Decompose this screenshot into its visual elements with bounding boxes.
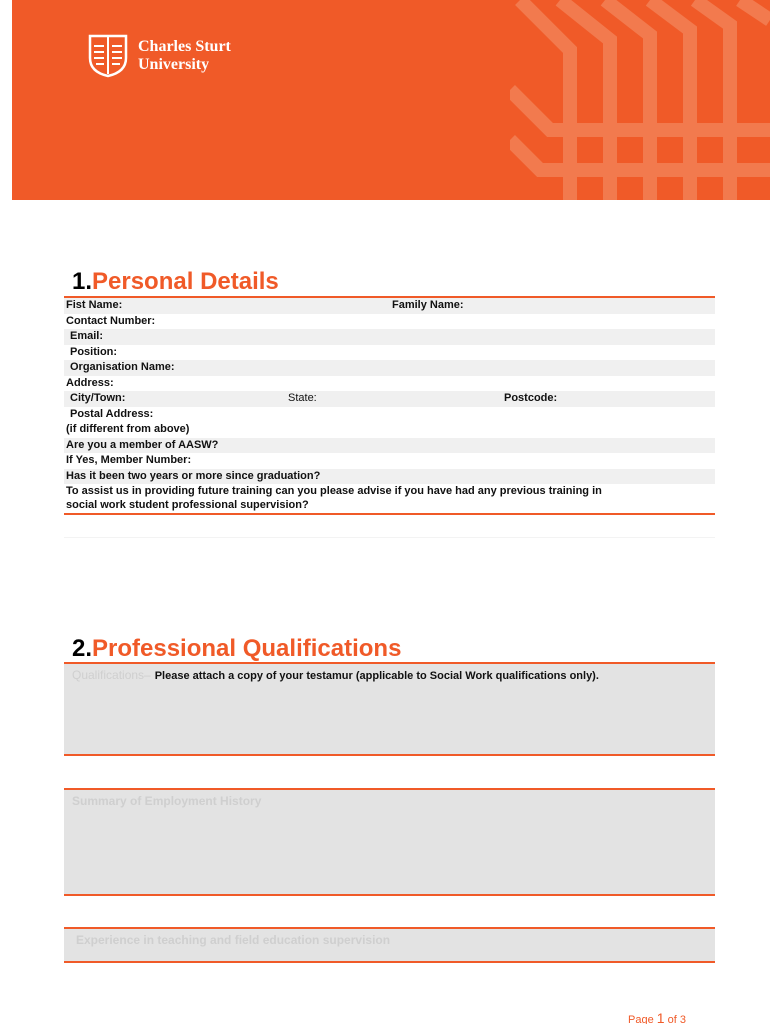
university-logo[interactable] xyxy=(88,34,231,78)
qualifications-note: Please attach a copy of your testamur (applicable to Social Work qualifications only). xyxy=(154,670,599,682)
aasw-member-label: Are you a member of AASW? xyxy=(66,438,219,451)
page-of: of 3 xyxy=(667,1014,686,1024)
family-name-label: Family Name: xyxy=(392,299,464,311)
section-2-title: Professional Qualifications xyxy=(92,635,402,662)
row-member-number[interactable] xyxy=(64,453,715,469)
page-current: 1 xyxy=(656,1010,665,1024)
postal-address-label: Postal Address: xyxy=(70,407,154,420)
page-label: Page xyxy=(628,1014,654,1024)
first-name-label: Fist Name: xyxy=(66,299,123,311)
email-label: Email: xyxy=(70,330,104,342)
city-label: City/Town: xyxy=(70,392,126,404)
row-position[interactable] xyxy=(64,345,715,361)
row-two-years[interactable] xyxy=(64,469,715,485)
section-2-number: 2. xyxy=(72,635,93,662)
row-aasw-member[interactable] xyxy=(64,438,715,454)
blank-spacer xyxy=(64,537,715,627)
row-postal-note xyxy=(64,422,715,438)
crest-icon xyxy=(88,34,128,78)
logo-text xyxy=(138,38,231,74)
postcode-label: Postcode: xyxy=(504,392,558,404)
row-previous-training[interactable] xyxy=(64,484,715,513)
row-postal-address[interactable] xyxy=(64,407,715,423)
position-label: Position: xyxy=(70,345,118,358)
member-number-label: If Yes, Member Number: xyxy=(66,454,192,466)
experience-label: Experience in teaching and field education supervision xyxy=(76,933,391,947)
section-1-number: 1. xyxy=(72,268,93,295)
state-label: State: xyxy=(288,392,317,404)
qualifications-label: Qualifications– xyxy=(72,668,151,682)
employment-history-field[interactable] xyxy=(64,788,715,896)
training-line1: To assist us in providing future training can you please advise if you have had any previous training in xyxy=(66,485,602,497)
training-line2: social work student professional supervision? xyxy=(66,498,309,511)
page-number xyxy=(628,1010,686,1024)
section-1-title: Personal Details xyxy=(92,268,279,295)
row-email[interactable] xyxy=(64,329,715,345)
row-organisation[interactable] xyxy=(64,360,715,376)
experience-field[interactable] xyxy=(64,927,715,963)
organisation-label: Organisation Name: xyxy=(70,361,175,373)
row-contact-number[interactable] xyxy=(64,314,715,330)
qualifications-field[interactable] xyxy=(64,662,715,756)
header-banner xyxy=(12,0,770,200)
decorative-pattern-icon xyxy=(510,0,770,200)
row-address[interactable] xyxy=(64,376,715,392)
personal-details-form xyxy=(64,296,715,515)
section-2-heading xyxy=(72,635,401,663)
logo-line1: Charles Sturt xyxy=(138,38,231,55)
section-1-heading xyxy=(72,268,279,296)
row-names[interactable] xyxy=(64,298,715,314)
two-years-label: Has it been two years or more since graduation? xyxy=(66,469,321,482)
contact-number-label: Contact Number: xyxy=(66,314,156,327)
employment-history-label: Summary of Employment History xyxy=(72,794,262,808)
address-label: Address: xyxy=(66,376,114,389)
logo-line2: University xyxy=(138,56,210,73)
postal-note-label: (if different from above) xyxy=(66,423,190,435)
row-city-state-postcode[interactable] xyxy=(64,391,715,407)
